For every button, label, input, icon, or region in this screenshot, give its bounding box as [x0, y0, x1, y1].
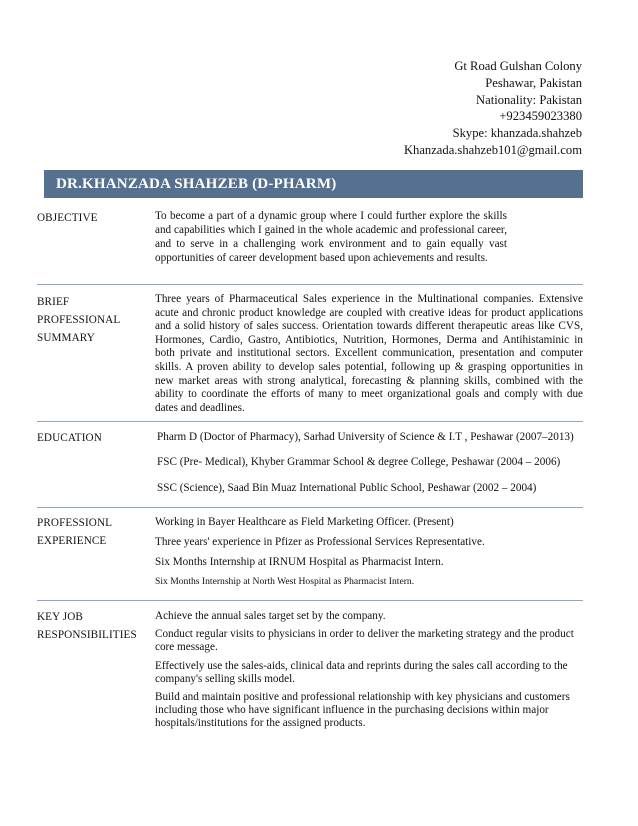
responsibility-item: Effectively use the sales-aids, clinical data and reprints during the sales call according to the company's selling skills model.: [155, 659, 568, 685]
experience-label-line: EXPERIENCE: [37, 535, 107, 547]
objective-label: OBJECTIVE: [37, 212, 98, 224]
experience-item: Six Months Internship at North West Hospital as Pharmacist Intern.: [155, 576, 415, 587]
experience-item: Working in Bayer Healthcare as Field Marketing Officer. (Present): [155, 516, 454, 528]
email-address[interactable]: Khanzada.shahzeb101@gmail.com: [403, 142, 582, 157]
address-line-2: Peshawar, Pakistan: [485, 75, 582, 90]
summary-label-line: PROFESSIONAL: [37, 314, 121, 326]
education-item: FSC (Pre- Medical), Khyber Grammar School & degree College, Peshawar (2004 – 2006): [157, 456, 561, 468]
responsibilities-list: [155, 610, 585, 736]
objective-text: To become a part of a dynamic group where I could further explore the skills and capabilities which I gained in the whole academic and professional career, and to serve in a challenging work environment and to gain equally vast opportunities of career development based upon achievements and results.: [155, 210, 507, 264]
education-item: SSC (Science), Saad Bin Muaz International Public School, Peshawar (2002 – 2004): [157, 482, 537, 494]
name-banner: DR.KHANZADA SHAHZEB (D-PHARM): [44, 170, 583, 198]
contact-block: [404, 58, 582, 159]
summary-label-line: BRIEF: [37, 296, 70, 308]
phone-number: +923459023380: [499, 109, 582, 124]
summary-label: [37, 293, 147, 347]
education-label: EDUCATION: [37, 432, 102, 444]
experience-label-line: PROFESSIONL: [37, 517, 113, 529]
responsibility-item: Build and maintain positive and professional relationship with key physicians and customers including those who have significant influence in the purchasing decisions within major hospitals/institutions for the assigned products.: [155, 691, 570, 730]
responsibilities-label: [37, 608, 147, 644]
experience-item: Three years' experience in Pfizer as Professional Services Representative.: [155, 536, 485, 548]
section-divider: [37, 284, 583, 285]
responsibilities-label-line: KEY JOB: [37, 611, 83, 623]
experience-label: [37, 514, 147, 550]
section-divider: [37, 600, 583, 601]
experience-item: Six Months Internship at IRNUM Hospital as Pharmacist Intern.: [155, 556, 444, 568]
section-divider: [37, 421, 583, 422]
section-divider: [37, 507, 583, 508]
nationality: Nationality: Pakistan: [476, 92, 582, 107]
skype-id: Skype: khanzada.shahzeb: [452, 126, 582, 141]
summary-text: Three years of Pharmaceutical Sales experience in the Multinational companies. Extensive acute and chronic product knowledge are coupled with creative ideas for product applications and a solid history of sales success. Orientation towards different therapeutic areas like CVS, Hormones, Cardio, Gastro, Antibiotics, Nutrition, Hormones, Derma and Antihistaminic in both private and institutional sectors. Excellent communication, presentation and computer skills. A proven ability to develop sales potential, following up & grasping opportunities in new market areas with strong analytical, forecasting & planning skills, combined with the ability to coordinate the efforts of many to meet organizational goals and comply with due dates and deadlines.: [155, 293, 583, 414]
education-item: Pharm D (Doctor of Pharmacy), Sarhad University of Science & I.T , Peshawar (2007–2013): [157, 431, 574, 443]
responsibilities-label-line: RESPONSIBILITIES: [37, 629, 137, 641]
address-line-1: Gt Road Gulshan Colony: [454, 59, 582, 73]
responsibility-item: Conduct regular visits to physicians in order to deliver the marketing strategy and the product core message.: [155, 628, 574, 654]
summary-label-line: SUMMARY: [37, 332, 95, 344]
responsibility-item: Achieve the annual sales target set by the company.: [155, 610, 386, 622]
